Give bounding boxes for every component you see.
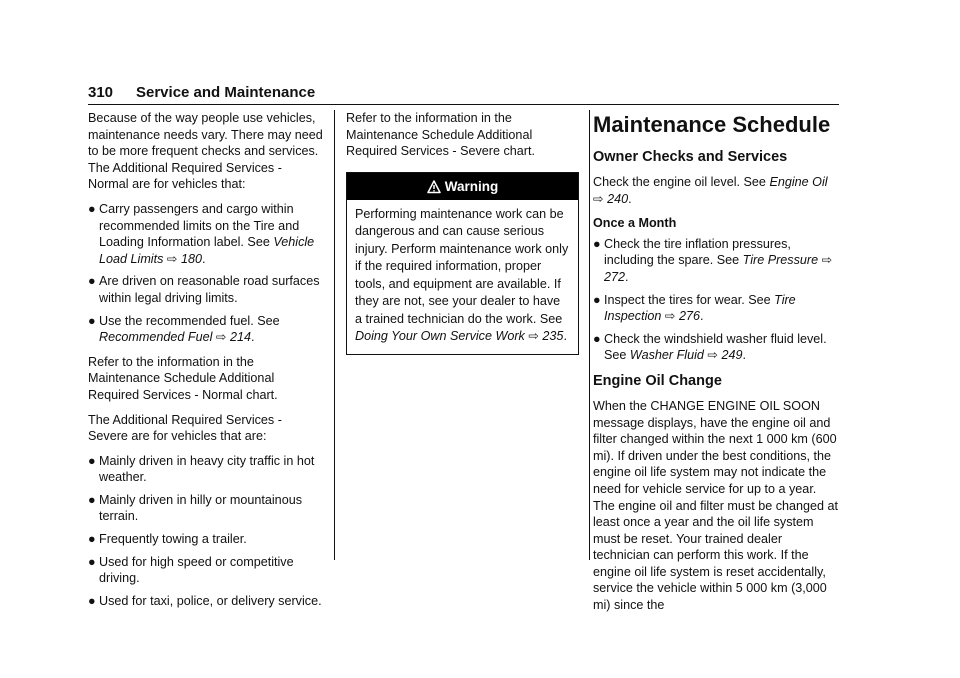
punctuation: . bbox=[563, 329, 567, 344]
bullet-icon: ● bbox=[88, 313, 96, 328]
list-item-text: Use the recommended fuel. See bbox=[99, 313, 280, 328]
page-ref-number[interactable]: 235 bbox=[542, 329, 564, 344]
page-ref-number[interactable]: 180 bbox=[180, 251, 202, 266]
column-divider-left bbox=[334, 110, 335, 560]
warning-header bbox=[347, 173, 578, 200]
warning-text: Performing maintenance work can be dangerous and can cause serious injury. Perform maintenance work only if the required information, proper tools, and equipment are available. If they are not, see your dealer to have a trained technician do the work. See bbox=[355, 206, 569, 326]
cross-reference-link[interactable]: Washer Fluid bbox=[629, 348, 704, 363]
severe-intro-paragraph: The Additional Required Services - Severe are for vehicles that are: bbox=[88, 412, 282, 444]
bullet-icon: ● bbox=[88, 532, 96, 547]
page-ref-number[interactable]: 240 bbox=[607, 191, 629, 206]
page-ref-number[interactable]: 276 bbox=[678, 309, 700, 324]
intro-paragraph: Because of the way people use vehicles, maintenance needs vary. There may need to be more frequent checks and services. The Additional Required Services - Normal are for vehicles that: bbox=[88, 111, 323, 192]
bullet-icon: ● bbox=[88, 274, 96, 289]
punctuation: . bbox=[250, 330, 255, 345]
page-ref-number[interactable]: 272 bbox=[604, 269, 626, 284]
owner-checks-heading: Owner Checks and Services bbox=[593, 149, 788, 165]
refer-normal-paragraph: Refer to the information in the Maintenance Schedule Additional Required Services - Normal chart. bbox=[88, 354, 278, 402]
main-heading: Maintenance Schedule bbox=[593, 112, 831, 137]
list-item bbox=[88, 313, 324, 346]
cross-reference-link[interactable]: Doing Your Own Service Work bbox=[355, 329, 525, 344]
list-item bbox=[88, 201, 324, 267]
bullet-icon: ● bbox=[593, 292, 601, 307]
list-item-text: Carry passengers and cargo within recommended limits on the Tire and Loading Information label. See bbox=[99, 201, 300, 250]
page-number: 310 bbox=[88, 84, 114, 101]
engine-oil-change-heading: Engine Oil Change bbox=[593, 372, 722, 389]
header-rule bbox=[88, 104, 839, 105]
punctuation: . bbox=[201, 251, 206, 266]
list-item bbox=[88, 554, 324, 587]
page-ref-icon: ⇨ bbox=[707, 348, 718, 363]
page-ref-icon: ⇨ bbox=[664, 309, 676, 324]
cross-reference-link[interactable]: Tire Inspection bbox=[604, 292, 796, 324]
punctuation: . bbox=[700, 309, 704, 324]
page-ref-icon: ⇨ bbox=[166, 251, 178, 266]
column-divider-right bbox=[589, 110, 590, 560]
column-middle bbox=[346, 110, 579, 355]
page-ref-icon: ⇨ bbox=[821, 253, 833, 268]
page-ref-number[interactable]: 249 bbox=[721, 348, 743, 363]
list-item bbox=[593, 236, 839, 286]
normal-conditions-list bbox=[88, 201, 324, 346]
cross-reference-link[interactable]: Recommended Fuel bbox=[99, 330, 213, 345]
list-item-text: Inspect the tires for wear. See bbox=[604, 292, 775, 307]
list-item-text: Mainly driven in heavy city traffic in hot weather. bbox=[99, 453, 315, 485]
warning-box bbox=[346, 172, 579, 355]
oil-check-paragraph bbox=[593, 174, 839, 207]
page-ref-icon: ⇨ bbox=[593, 191, 604, 206]
bullet-icon: ● bbox=[88, 554, 96, 569]
page-header bbox=[88, 84, 839, 106]
list-item bbox=[88, 453, 324, 486]
list-item bbox=[88, 593, 324, 610]
list-item bbox=[593, 331, 839, 364]
list-item bbox=[593, 292, 839, 325]
list-item-text: Check the tire inflation pressures, including the spare. See bbox=[604, 236, 791, 268]
bullet-icon: ● bbox=[593, 331, 601, 346]
warning-title: Warning bbox=[444, 178, 499, 194]
column-left bbox=[88, 110, 324, 617]
paragraph-text: Check the engine oil level. See bbox=[593, 175, 770, 189]
punctuation: . bbox=[628, 191, 632, 206]
list-item-text: Are driven on reasonable road surfaces within legal driving limits. bbox=[99, 274, 320, 305]
bullet-icon: ● bbox=[593, 236, 601, 251]
warning-body bbox=[347, 200, 578, 354]
list-item-text: Frequently towing a trailer. bbox=[99, 532, 247, 547]
column-right bbox=[593, 110, 839, 622]
page-ref-icon: ⇨ bbox=[528, 329, 539, 344]
list-item-text: Used for taxi, police, or delivery service. bbox=[99, 593, 322, 608]
severe-conditions-list bbox=[88, 453, 324, 610]
once-a-month-heading: Once a Month bbox=[593, 216, 677, 231]
refer-severe-paragraph: Refer to the information in the Maintenance Schedule Additional Required Services - Severe chart. bbox=[346, 111, 535, 159]
list-item bbox=[88, 531, 324, 548]
punctuation: . bbox=[625, 269, 629, 284]
warning-triangle-icon bbox=[427, 180, 441, 194]
section-title: Service and Maintenance bbox=[136, 84, 316, 101]
page-ref-icon: ⇨ bbox=[215, 330, 227, 345]
bullet-icon: ● bbox=[88, 453, 96, 468]
cross-reference-link[interactable]: Tire Pressure bbox=[742, 253, 819, 268]
cross-reference-link[interactable]: Engine Oil bbox=[769, 175, 828, 189]
punctuation: . bbox=[742, 348, 746, 363]
bullet-icon: ● bbox=[88, 201, 96, 216]
list-item bbox=[88, 273, 324, 306]
list-item-text: Mainly driven in hilly or mountainous terrain. bbox=[99, 492, 302, 524]
list-item-text: Used for high speed or competitive driving. bbox=[99, 554, 294, 586]
cross-reference-link[interactable]: Vehicle Load Limits bbox=[99, 235, 315, 266]
bullet-icon: ● bbox=[88, 593, 96, 608]
oil-change-paragraph: When the CHANGE ENGINE OIL SOON message displays, have the engine oil and filter changed within the next 1 000 km (600 mi). If driven under the best conditions, the engine oil life system may not indicate the need for vehicle service for up to a year. The engine oil and filter must be changed at least once a year and the oil life system must be reset. Your trained dealer technician can perform this work. If the engine oil life system is reset accidentally, service the vehicle within 5 000 km (3,000 mi) since the bbox=[593, 398, 839, 613]
list-item-text: Check the windshield washer fluid level. See bbox=[604, 331, 827, 363]
monthly-checks-list bbox=[593, 236, 839, 364]
page-ref-number[interactable]: 214 bbox=[229, 330, 251, 345]
bullet-icon: ● bbox=[88, 492, 96, 507]
list-item bbox=[88, 492, 324, 525]
